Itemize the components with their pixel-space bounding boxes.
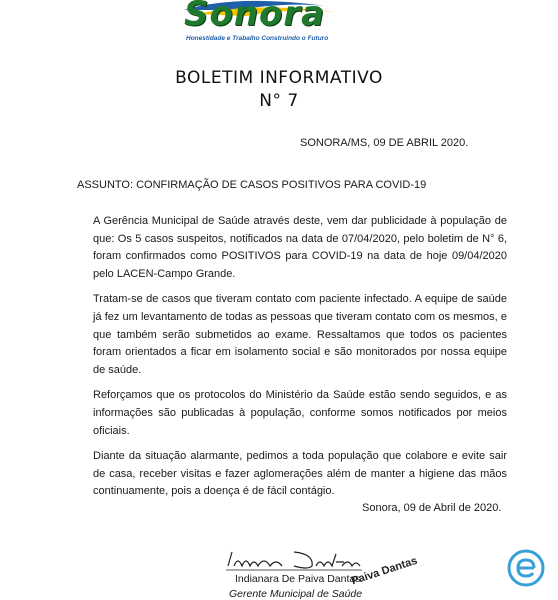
signer-name: Indianara De Paiva Dantas (235, 573, 361, 585)
document-number: N° 7 (259, 91, 299, 111)
subject-line: ASSUNTO: CONFIRMAÇÃO DE CASOS POSITIVOS PARA COVID-19 (77, 179, 427, 191)
logo-slogan: Honestidade e Trabalho Construindo o Futuro (186, 35, 329, 42)
official-stamp: Paiva Dantas (350, 554, 419, 588)
closing-date: Sonora, 09 de Abril de 2020. (362, 502, 502, 514)
logo-wordmark: Sonora (184, 0, 326, 34)
watermark-e-icon (506, 548, 546, 588)
signer-role: Gerente Municipal de Saúde (229, 588, 363, 600)
place-date: SONORA/MS, 09 DE ABRIL 2020. (300, 137, 469, 149)
document-title: BOLETIM INFORMATIVO (175, 68, 383, 88)
document-body (93, 213, 507, 509)
sonora-logo (176, 0, 346, 52)
paragraph: A Gerência Municipal de Saúde através deste, vem dar publicidade à população de que: Os 5 casos suspeitos, notificados na data de 07/04/2020, pelo boletim de N° 6, foram confirmados como POSITIVOS para COVID-19 na data de hoje 09/04/2020 pelo LACEN-Campo Grande. (93, 215, 507, 280)
paragraph: Reforçamos que os protocolos do Ministério da Saúde estão sendo seguidos, e as informações são publicadas à população, conforme somos notificados por meios oficiais. (93, 389, 507, 437)
paragraph: Tratam-se de casos que tiveram contato com paciente infectado. A equipe de saúde já fez um levantamento de todas as pessoas que tiveram contato com os mesmos, e que também serão submetidos ao exame. Ressaltamos que todos os pacientes foram orientados a ficar em isolamento social e são monitorados por nossa equipe de saúde. (93, 293, 507, 376)
handwritten-signature (224, 548, 364, 574)
paragraph: Diante da situação alarmante, pedimos a toda população que colabore e evite sair de casa, receber visitas e fazer aglomerações além de manter a higiene das mãos continuamente, pois a doença é de fácil contágio. (93, 450, 507, 498)
